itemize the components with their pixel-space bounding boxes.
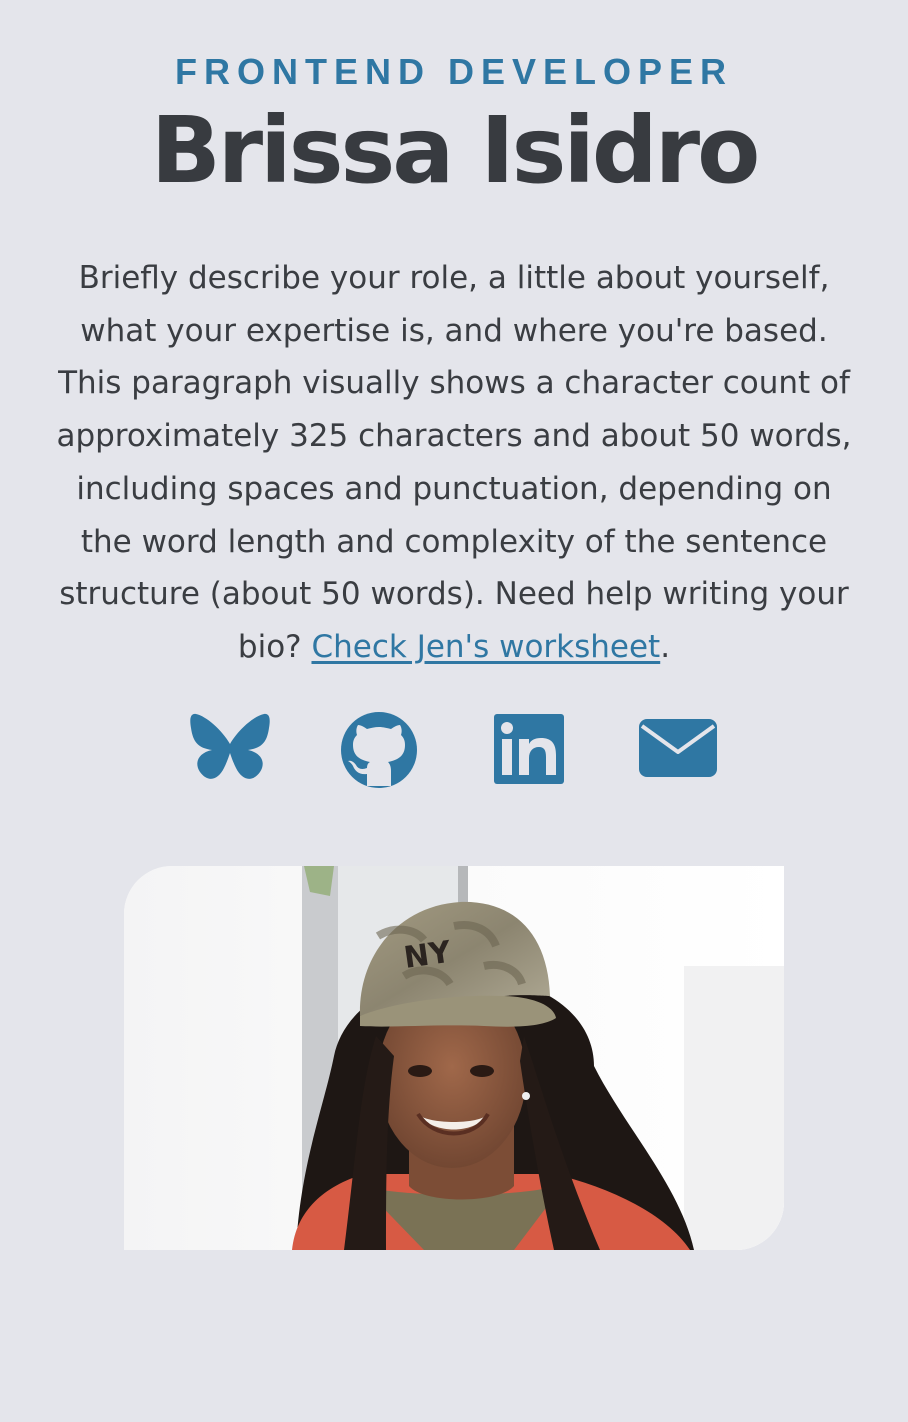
role-eyebrow: FRONTEND DEVELOPER [174, 51, 734, 92]
profile-name: Brissa Isidro [150, 97, 758, 204]
woman-in-camo-cap-photo [124, 866, 784, 1250]
linkedin-link[interactable] [487, 708, 571, 792]
social-links [0, 708, 908, 792]
bluesky-link[interactable] [188, 708, 272, 792]
email-link[interactable] [636, 708, 720, 792]
profile-photo [124, 866, 784, 1250]
bio-paragraph [50, 252, 858, 674]
svg-text:NY: NY [401, 934, 454, 976]
worksheet-link[interactable]: Check Jen's worksheet [311, 628, 661, 665]
bio-text: Briefly describe your role, a little about yourself, what your expertise is, and where you're based. This paragraph visually shows a character count of approximately 325 characters and about 50 words, including spaces and punctuation, depending on the word length and complexity of the sentence structure (about 50 words). Need help writing your bio? [56, 260, 852, 665]
email-envelope-icon [636, 708, 720, 792]
linkedin-icon [487, 708, 571, 792]
bluesky-butterfly-icon [188, 708, 272, 792]
github-link[interactable] [337, 708, 421, 792]
bio-end: . [660, 628, 671, 665]
github-icon [337, 708, 421, 792]
